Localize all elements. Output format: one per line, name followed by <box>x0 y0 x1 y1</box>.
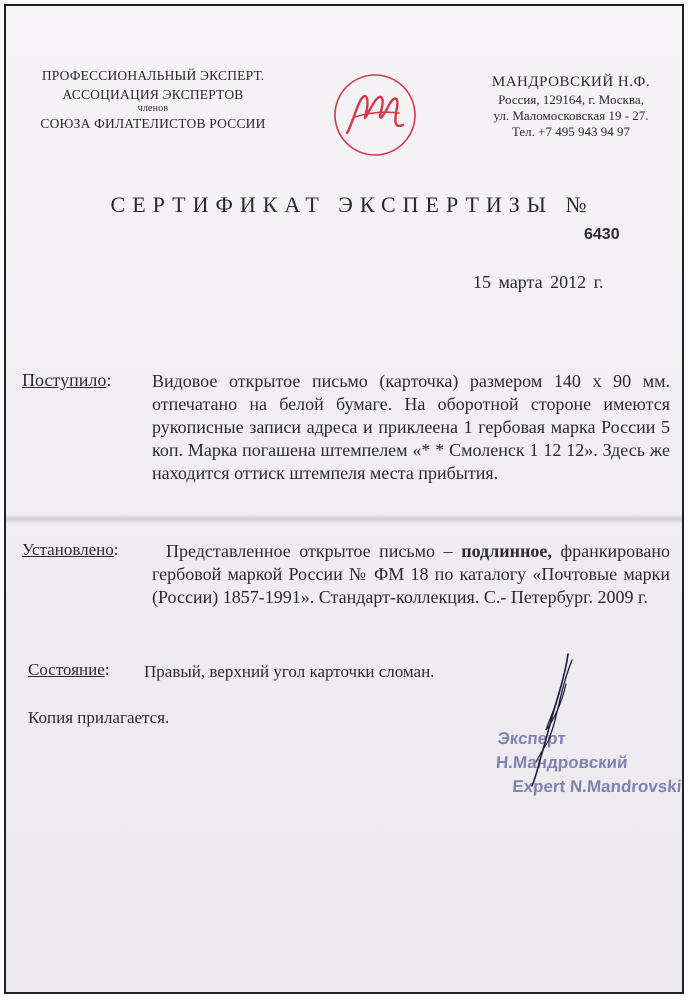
header-left-line3: членов <box>137 103 169 114</box>
phone: Тел. +7 495 943 94 97 <box>511 124 631 139</box>
document-date: 15 марта 2012 г. <box>473 272 604 292</box>
established-text-before: Представленное открытое письмо – <box>166 541 462 561</box>
stamp-line-ru: Эксперт Н.Мандровский <box>495 729 629 772</box>
established-label: Установлено: <box>22 540 119 559</box>
copy-note: Копия прилагается. <box>28 708 170 727</box>
header-left-line1: ПРОФЕССИОНАЛЬНЫЙ ЭКСПЕРТ. <box>41 68 265 83</box>
established-text <box>152 540 670 609</box>
expert-name: МАНДРОВСКИЙ Н.Ф. <box>491 74 651 90</box>
established-verdict: подлинное, <box>461 541 552 561</box>
condition-text: Правый, верхний угол карточки сломан. <box>144 662 435 681</box>
established-text-after: франкировано гербовой маркой России № ФМ 18 по каталогу «Почтовые марки (России) 1857-1991». Стандарт-коллекция. С.- Петербург. 2009 г. <box>152 541 671 607</box>
paper-fold-line <box>6 514 682 524</box>
address-line1: Россия, 129164, г. Москва, <box>498 92 644 107</box>
received-text: Видовое открытое письмо (карточка) размером 140 х 90 мм. отпечатано на белой бумаге. На оборотной стороне имеются рукописные записи адреса и приклеена 1 гербовая марка России 5 коп. Марка погашена штемпелем «* * Смоленск 1 12 12». Здесь же находится оттиск штемпеля места прибытия. <box>152 371 670 483</box>
certificate-number: 6430 <box>584 226 620 243</box>
header-left-line4: СОЮЗА ФИЛАТЕЛИСТОВ РОССИИ <box>40 116 266 131</box>
expert-logo-icon <box>333 73 417 157</box>
document-title: СЕРТИФИКАТ ЭКСПЕРТИЗЫ № <box>110 192 594 217</box>
received-label: Поступило: <box>22 370 112 390</box>
header-right <box>466 73 676 140</box>
signature <box>520 650 590 790</box>
header-left <box>18 66 288 133</box>
address-line2: ул. Маломосковская 19 - 27. <box>493 108 649 123</box>
header-left-line2: АССОЦИАЦИЯ ЭКСПЕРТОВ <box>62 87 244 102</box>
condition-label: Состояние: <box>28 660 110 679</box>
stamp-line-en: Expert N.Mandrovski <box>511 777 683 796</box>
